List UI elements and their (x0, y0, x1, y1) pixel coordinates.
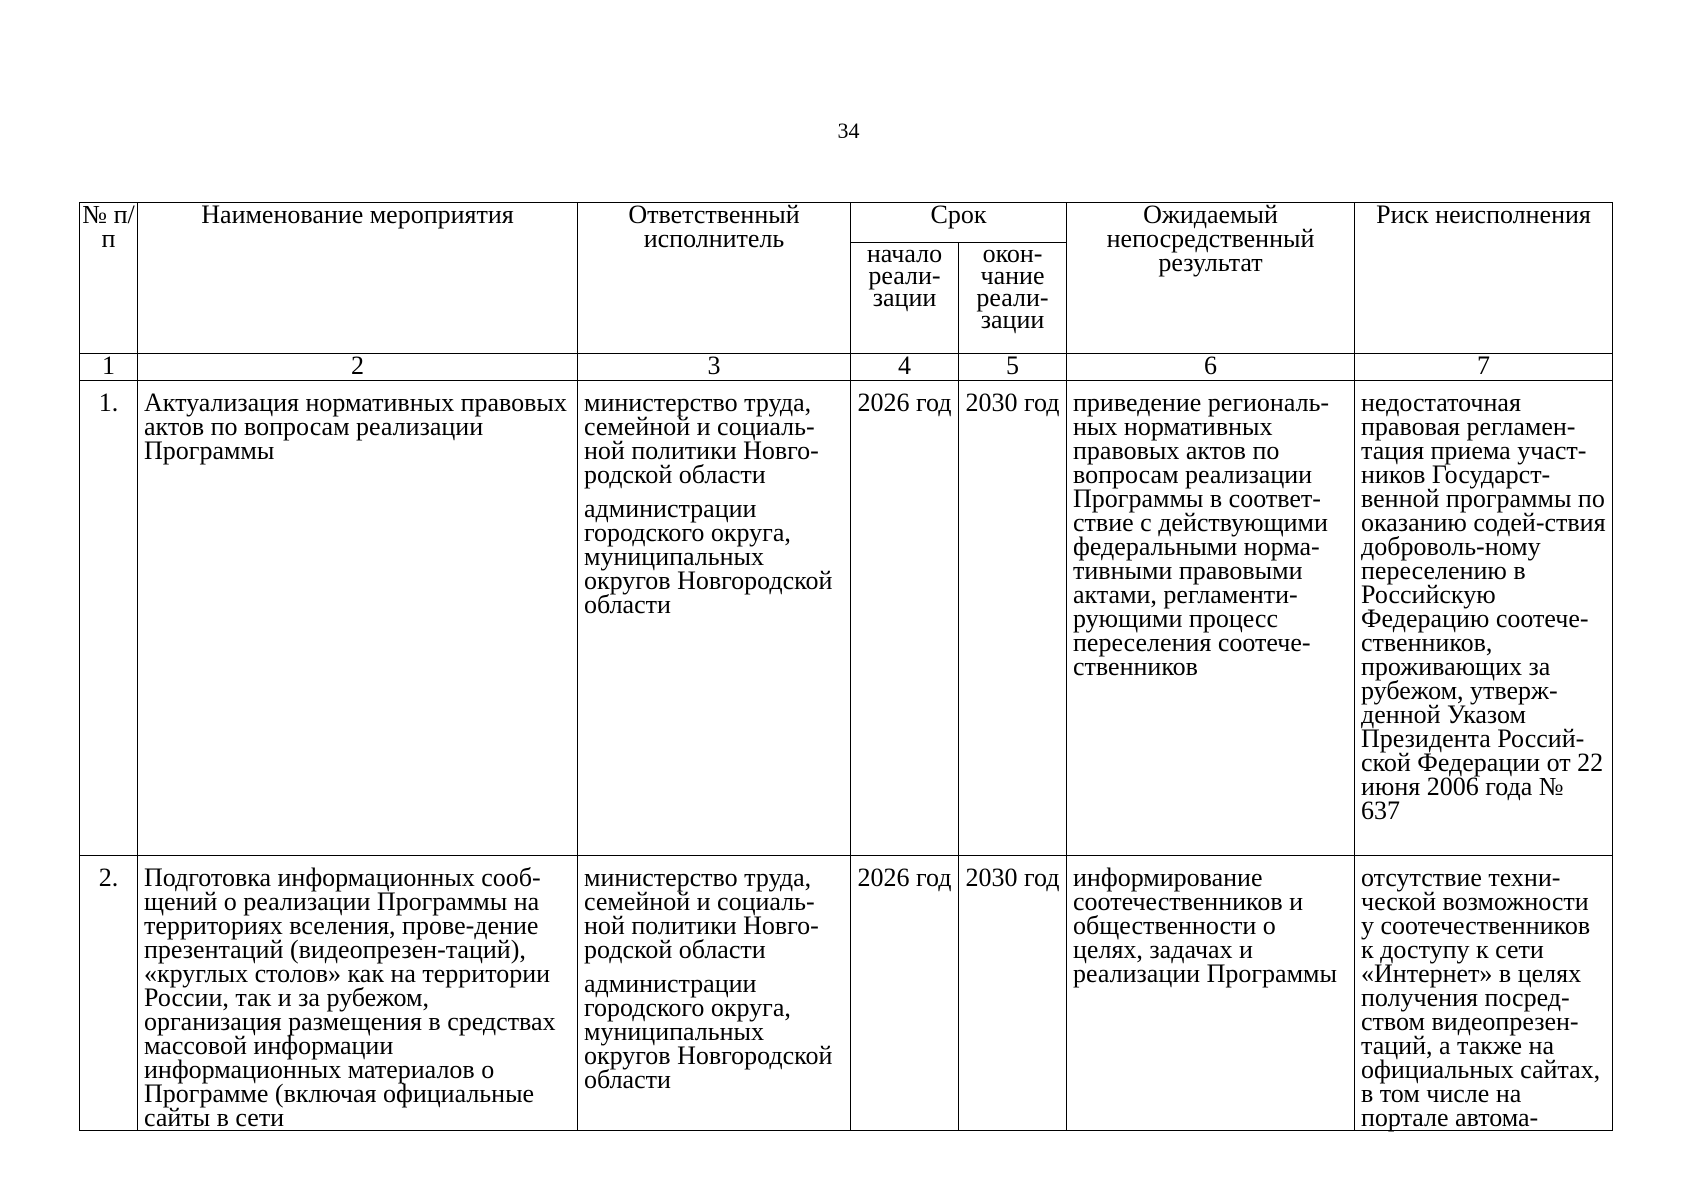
header-risk: Риск неисполнения (1355, 203, 1613, 354)
responsible-executor (578, 856, 850, 1092)
expected-result: информирование соотечественников и общественности о целях, задачах и реализации Программы (1073, 863, 1337, 988)
header-executor: Ответственный исполнитель (578, 203, 851, 354)
executor-ministry: министерство труда, семейной и социаль-ной политики Новго-родской области (584, 388, 819, 489)
column-number-1: 1 (80, 354, 138, 381)
page-number: 34 (837, 118, 860, 143)
header-start: начало реали-зации (851, 242, 959, 353)
executor-administrations: администрации городского округа, муниципальных округов Новгородской области (584, 969, 833, 1094)
end-year: 2030 год (965, 388, 1060, 417)
expected-result: приведение региональ-ных нормативных правовых актов по вопросам реализации Программы в соответ-ствие с действующими федеральными норма-тивными правовыми актами, регламенти-рующими процесс переселения соотече-ственников (1073, 388, 1330, 681)
activity-name: Актуализация нормативных правовых актов по вопросам реализации Программы (144, 388, 567, 465)
table-row (80, 856, 1613, 1131)
activity-name: Подготовка информационных сооб-щений о реализации Программы на территориях вселения, прове-дение презентаций (видеопрезен-таций), «круглых столов» как на территории России, так и за рубежом, организация размещения в средствах массовой информации информационных материалов о Программе (включая официальные сайты в сети (144, 863, 556, 1132)
executor-administrations: администрации городского округа, муниципальных округов Новгородской области (584, 494, 833, 619)
column-number-5: 5 (959, 354, 1067, 381)
column-number-7: 7 (1355, 354, 1613, 381)
end-year: 2030 год (965, 863, 1060, 892)
row-number: 2. (98, 863, 119, 892)
activities-table (79, 202, 1613, 1131)
column-number-4: 4 (851, 354, 959, 381)
start-year: 2026 год (857, 388, 952, 417)
row-number: 1. (98, 388, 119, 417)
responsible-executor (578, 381, 850, 617)
start-year: 2026 год (857, 863, 952, 892)
executor-ministry: министерство труда, семейной и социаль-ной политики Новго-родской области (584, 863, 819, 964)
table-row (80, 381, 1613, 856)
column-number-2: 2 (138, 354, 578, 381)
header-end: окон-чание реали-зации (959, 242, 1067, 353)
non-execution-risk: отсутствие техни-ческой возможности у соотечественников к доступу к сети «Интернет» в целях получения посред-ством видеопрезен-таций, а также на официальных сайтах, в том числе на портале автома- (1361, 863, 1601, 1132)
header-term: Срок (851, 203, 1067, 243)
header-number: № п/п (80, 203, 138, 354)
column-number-6: 6 (1067, 354, 1355, 381)
header-activity-name: Наименование мероприятия (138, 203, 578, 354)
header-expected-result: Ожидаемый непосредственный результат (1067, 203, 1355, 354)
column-number-3: 3 (578, 354, 851, 381)
non-execution-risk: недостаточная правовая регламен-тация приема участ-ников Государст-венной программы по оказанию содей-ствия доброволь-ному переселению в Российскую Федерацию соотече-ственников, проживающих за рубежом, утверж-денной Указом Президента Россий-ской Федерации от 22 июня 2006 года № 637 (1361, 388, 1606, 825)
